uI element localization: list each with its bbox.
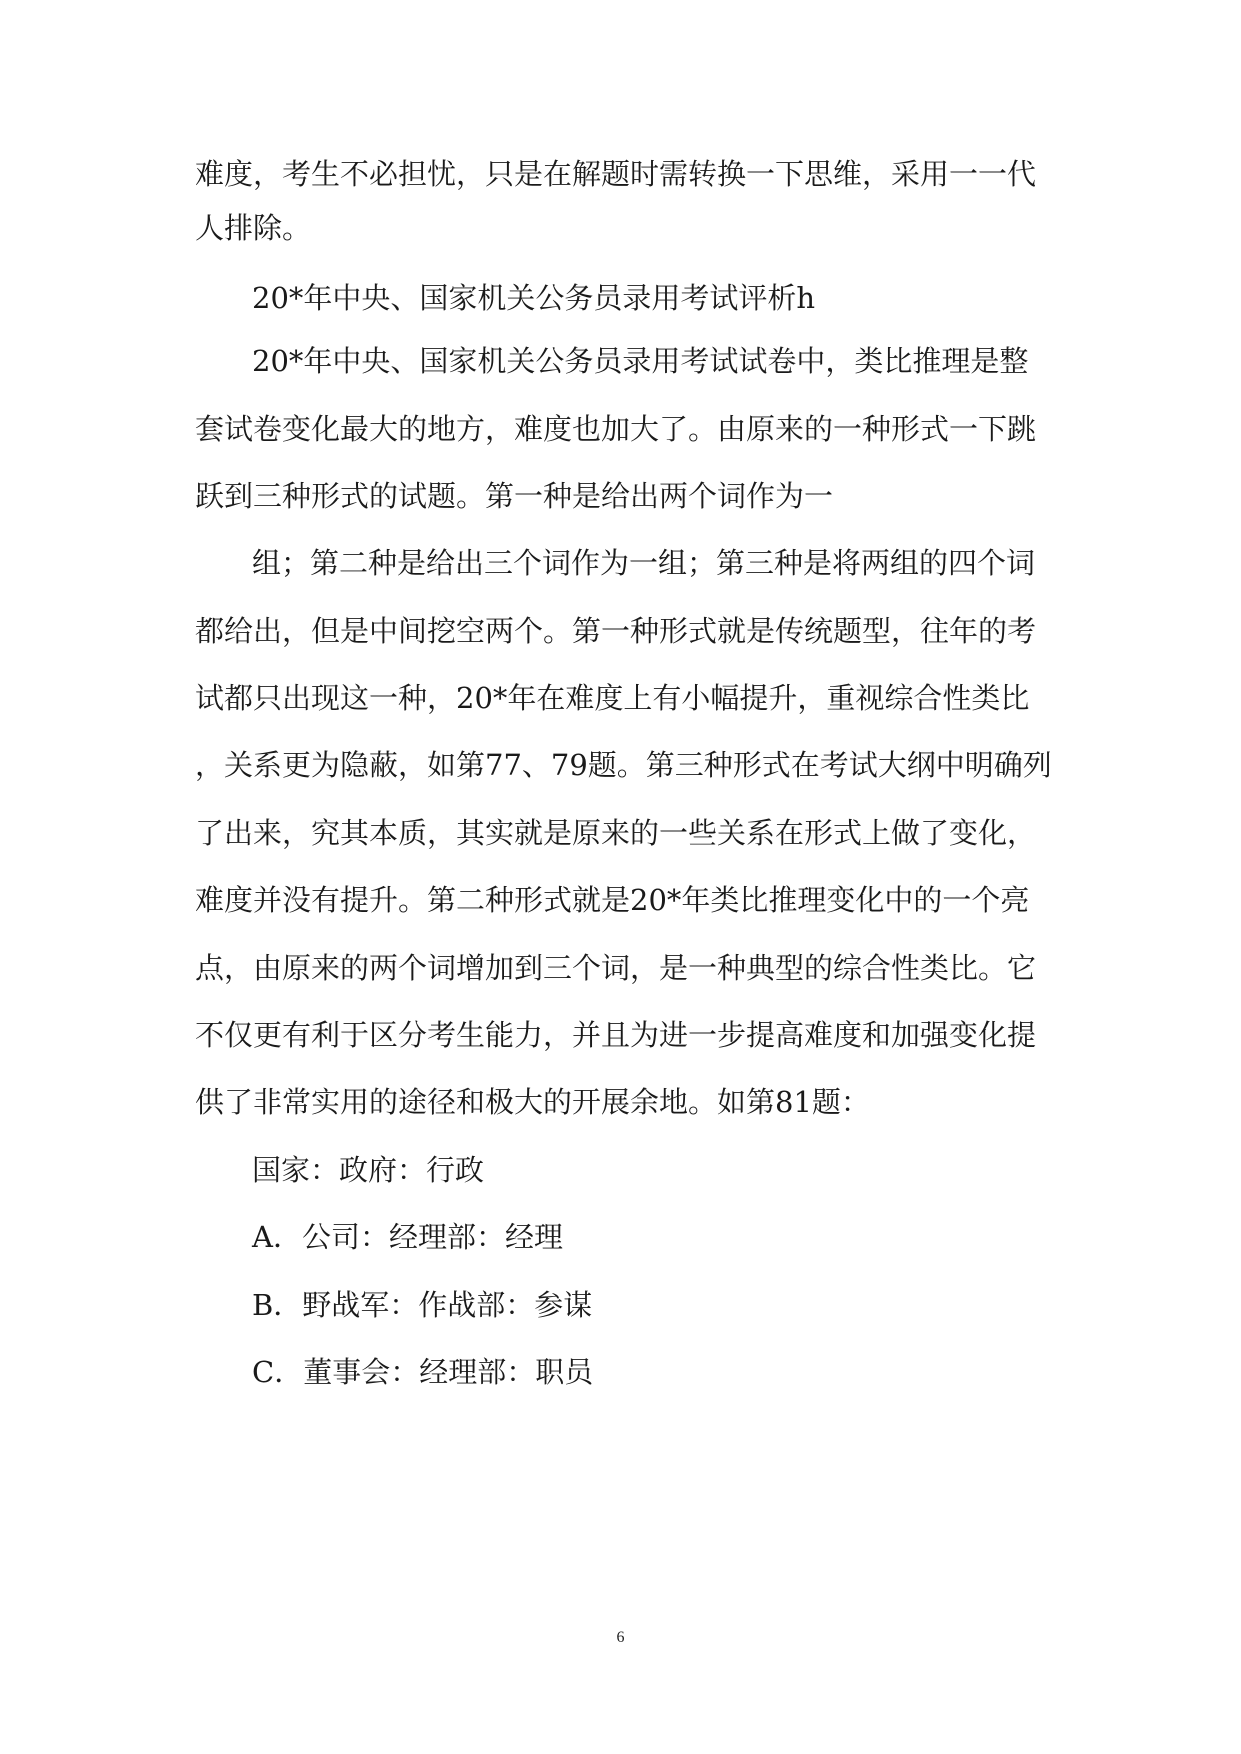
text-line: 都给出，但是中间挖空两个。第一种形式就是传统题型，往年的考 <box>195 614 1037 648</box>
page-number: 6 <box>616 1629 625 1646</box>
text-line: 供了非常实用的途径和极大的开展余地。如第81题： <box>195 1085 870 1119</box>
text-line: 难度，考生不必担忧，只是在解题时需转换一下思维，采用一一代 <box>195 157 1037 191</box>
text-line: 套试卷变化最大的地方，难度也加大了。由原来的一种形式一下跳 <box>195 412 1037 446</box>
option-b: B．野战军：作战部：参谋 <box>252 1288 593 1322</box>
text-line: 组；第二种是给出三个词作为一组；第三种是将两组的四个词 <box>252 546 1036 580</box>
question-stem: 国家：政府：行政 <box>252 1153 485 1187</box>
option-c: C．董事会：经理部：职员 <box>252 1355 594 1389</box>
section-heading: 20*年中央、国家机关公务员录用考试评析h <box>252 281 816 315</box>
text-line: ，关系更为隐蔽，如第77、79题。第三种形式在考试大纲中明确列 <box>195 748 1052 782</box>
text-line: 试都只出现这一种，20*年在难度上有小幅提升，重视综合性类比 <box>195 681 1030 715</box>
text-line: 了出来，究其本质，其实就是原来的一些关系在形式上做了变化， <box>195 816 1037 850</box>
text-line: 难度并没有提升。第二种形式就是20*年类比推理变化中的一个亮 <box>195 883 1030 917</box>
text-line: 点，由原来的两个词增加到三个词，是一种典型的综合性类比。它 <box>195 951 1037 985</box>
text-line: 20*年中央、国家机关公务员录用考试试卷中，类比推理是整 <box>252 344 1029 378</box>
text-line: 人排除。 <box>195 211 312 245</box>
text-line: 不仅更有利于区分考生能力，并且为进一步提高难度和加强变化提 <box>195 1018 1037 1052</box>
text-line: 跃到三种形式的试题。第一种是给出两个词作为一 <box>195 479 834 513</box>
option-a: A．公司：经理部：经理 <box>252 1220 563 1254</box>
